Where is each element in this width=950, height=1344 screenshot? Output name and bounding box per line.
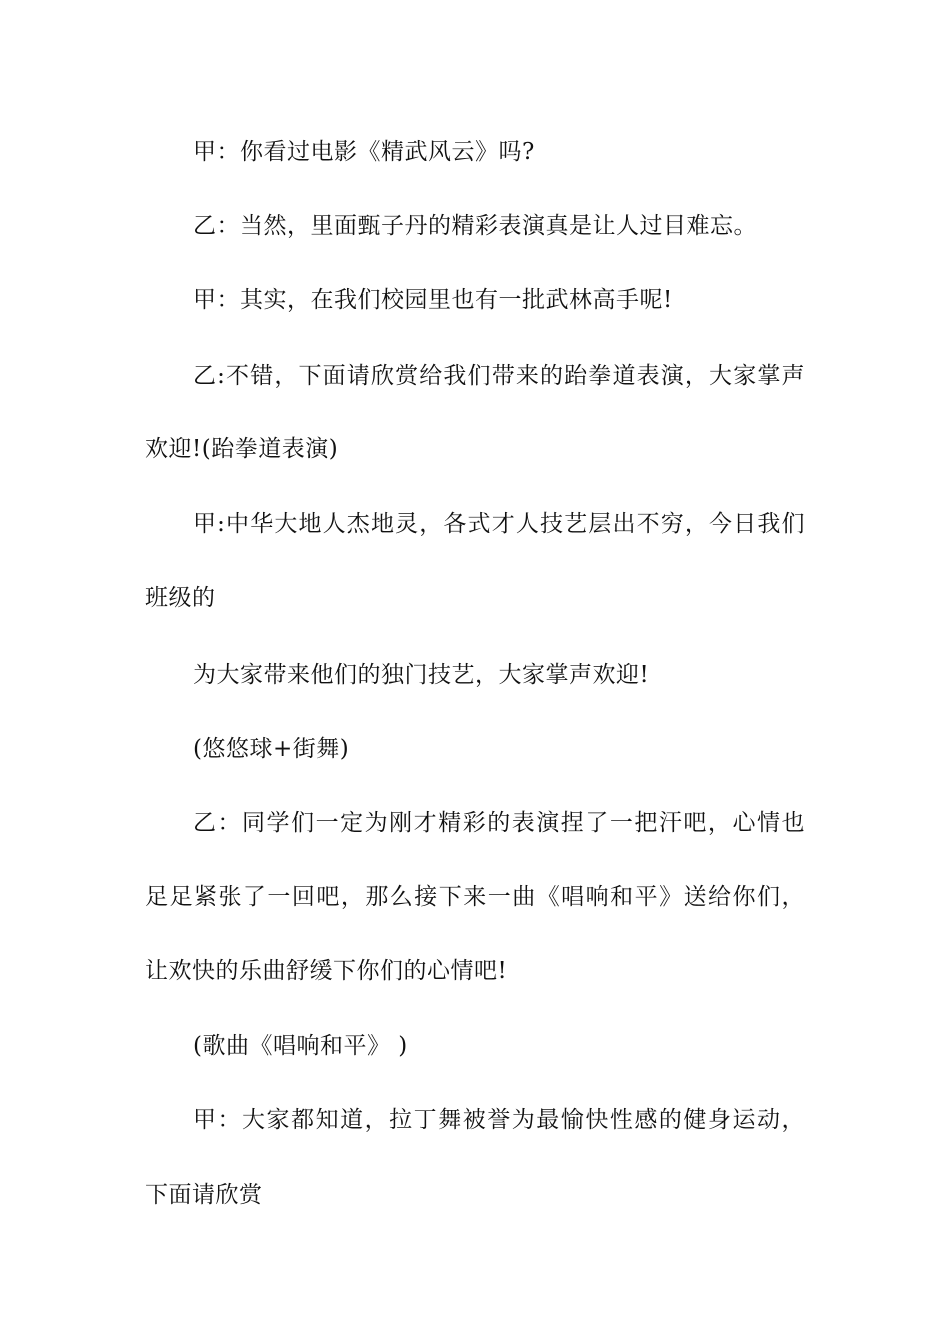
dialogue-line-8-cont: 下面请欣赏 [145, 1182, 263, 1208]
dialogue-line-6: 为大家带来他们的独门技艺，大家掌声欢迎! [193, 662, 650, 688]
dialogue-line-1: 甲：你看过电影《精武风云》吗? [193, 139, 535, 165]
dialogue-line-5-cont: 班级的 [145, 585, 216, 611]
stage-direction-2: (歌曲《唱响和平》 ) [193, 1033, 408, 1059]
dialogue-line-2: 乙：当然，里面甄子丹的精彩表演真是让人过目难忘。 [193, 213, 757, 239]
dialogue-line-8: 甲：大家都知道，拉丁舞被誉为最愉快性感的健身运动， [193, 1107, 805, 1133]
dialogue-line-5: 甲:中华大地人杰地灵，各式才人技艺层出不穷，今日我们 [193, 511, 805, 537]
dialogue-line-7: 乙：同学们一定为刚才精彩的表演捏了一把汗吧，心情也 [193, 810, 805, 836]
dialogue-line-7-cont2: 让欢快的乐曲舒缓下你们的心情吧! [145, 958, 508, 984]
dialogue-line-4: 乙:不错，下面请欣赏给我们带来的跆拳道表演，大家掌声 [193, 363, 805, 389]
dialogue-line-4-cont: 欢迎!(跆拳道表演) [145, 436, 339, 462]
dialogue-line-7-cont: 足足紧张了一回吧，那么接下来一曲《唱响和平》送给你们， [145, 884, 805, 910]
stage-direction-1: (悠悠球+街舞) [193, 736, 350, 762]
dialogue-line-3: 甲：其实，在我们校园里也有一批武林高手呢! [193, 287, 673, 313]
